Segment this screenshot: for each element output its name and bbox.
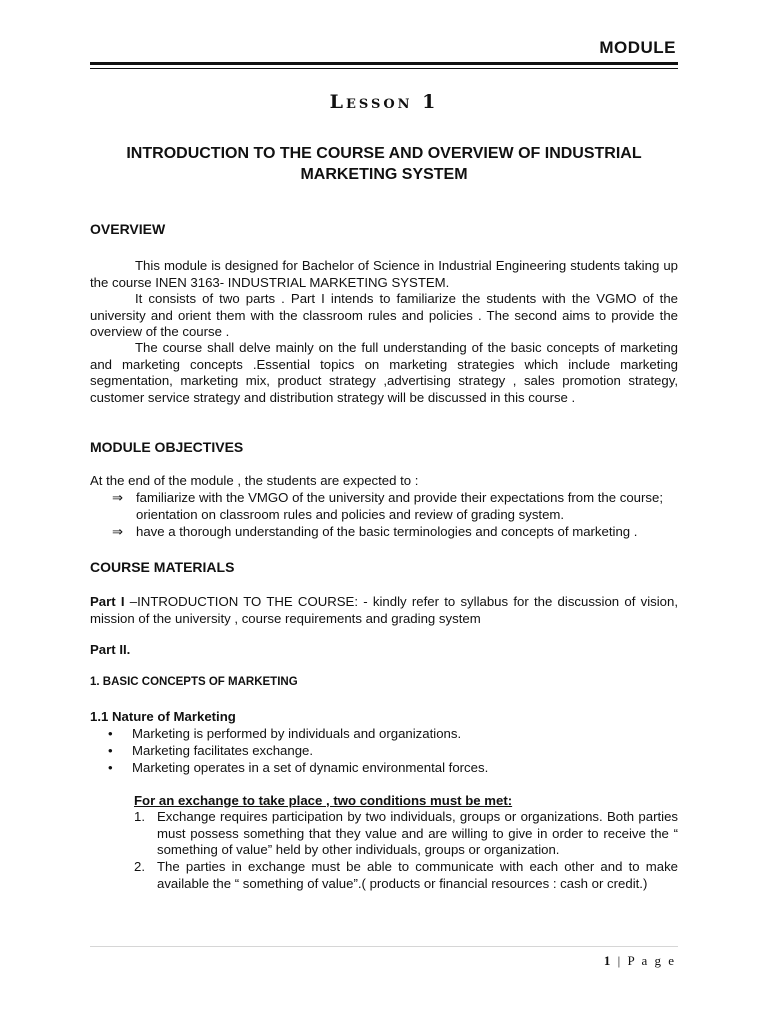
condition-text: Exchange requires participation by two individuals, groups or organizations. Both parties must possess something that they value and are willing to give in order to receive the “ something of value” held by other individuals, groups or organization. (157, 809, 678, 857)
bullet-icon: • (108, 743, 113, 758)
header-rule-thick (90, 62, 678, 65)
bullet-icon: • (108, 726, 113, 741)
main-title (90, 143, 678, 185)
objective-item (112, 490, 672, 523)
overview-heading: OVERVIEW (90, 221, 166, 237)
main-title-line-1: INTRODUCTION TO THE COURSE AND OVERVIEW OF INDUSTRIAL (126, 145, 642, 162)
overview-paragraph-2: It consists of two parts . Part I intends to familiarize the students with the VGMO of the university and orient them with the classroom rules and policies . The second aims to provide the overview of the course . (90, 291, 678, 339)
bullet-item (108, 743, 313, 760)
bullet-item (108, 726, 461, 743)
bullet-icon: • (108, 760, 113, 775)
part-one-text: –INTRODUCTION TO THE COURSE: - kindly refer to syllabus for the discussion of vision, mission of the university , course requirements and grading system (90, 594, 678, 626)
objectives-intro: At the end of the module , the students are expected to : (90, 473, 419, 488)
objectives-heading: MODULE OBJECTIVES (90, 439, 244, 455)
page-separator: | (617, 953, 623, 968)
condition-text: The parties in exchange must be able to communicate with each other and to make available the “ something of value”.( products or financial resources : cash or credit.) (157, 859, 678, 891)
arrow-icon: ⇒ (112, 524, 124, 539)
bullet-text: Marketing operates in a set of dynamic environmental forces. (132, 760, 489, 775)
page-number: 1 (603, 953, 613, 968)
header-rule-thin (90, 68, 678, 69)
condition-number: 2. (134, 859, 145, 874)
page-word: P a g e (627, 953, 676, 968)
bullet-text: Marketing is performed by individuals and organizations. (132, 726, 462, 741)
lesson-title: Lesson 1 (329, 91, 439, 113)
module-header: MODULE (599, 38, 676, 57)
part-one-paragraph (90, 594, 678, 627)
objective-text: have a thorough understanding of the basic terminologies and concepts of marketing . (136, 524, 638, 539)
exchange-conditions-heading: For an exchange to take place , two conditions must be met: (134, 793, 513, 808)
arrow-icon: ⇒ (112, 490, 124, 505)
part-two-label: Part II. (90, 642, 131, 657)
basic-concepts-heading: 1. BASIC CONCEPTS OF MARKETING (90, 676, 298, 688)
footer-rule (90, 946, 678, 947)
overview-paragraph-3: The course shall delve mainly on the full understanding of the basic concepts of marketing and marketing concepts .Essential topics on marketing strategies which include marketing segmentation, marketing mix, product strategy ,advertising strategy , sales promotion strategy, customer service strategy and distribution strategy will be discussed in this course . (90, 340, 678, 405)
materials-heading: COURSE MATERIALS (90, 559, 235, 575)
main-title-line-2: MARKETING SYSTEM (300, 166, 468, 183)
condition-number: 1. (134, 809, 145, 824)
page-footer (604, 953, 676, 969)
part-one-label: Part I (90, 594, 125, 609)
condition-item (134, 859, 678, 892)
bullet-text: Marketing facilitates exchange. (132, 743, 314, 758)
bullet-item (108, 760, 488, 777)
overview-paragraph-1: This module is designed for Bachelor of Science in Industrial Engineering students taking up the course INEN 3163- INDUSTRIAL MARKETING SYSTEM. (90, 258, 678, 290)
condition-item (134, 809, 678, 859)
objective-item (112, 524, 672, 541)
nature-of-marketing-heading: 1.1 Nature of Marketing (90, 709, 236, 724)
objective-text: familiarize with the VMGO of the university and provide their expectations from the course; orientation on classroom rules and policies and review of grading system. (136, 490, 664, 522)
